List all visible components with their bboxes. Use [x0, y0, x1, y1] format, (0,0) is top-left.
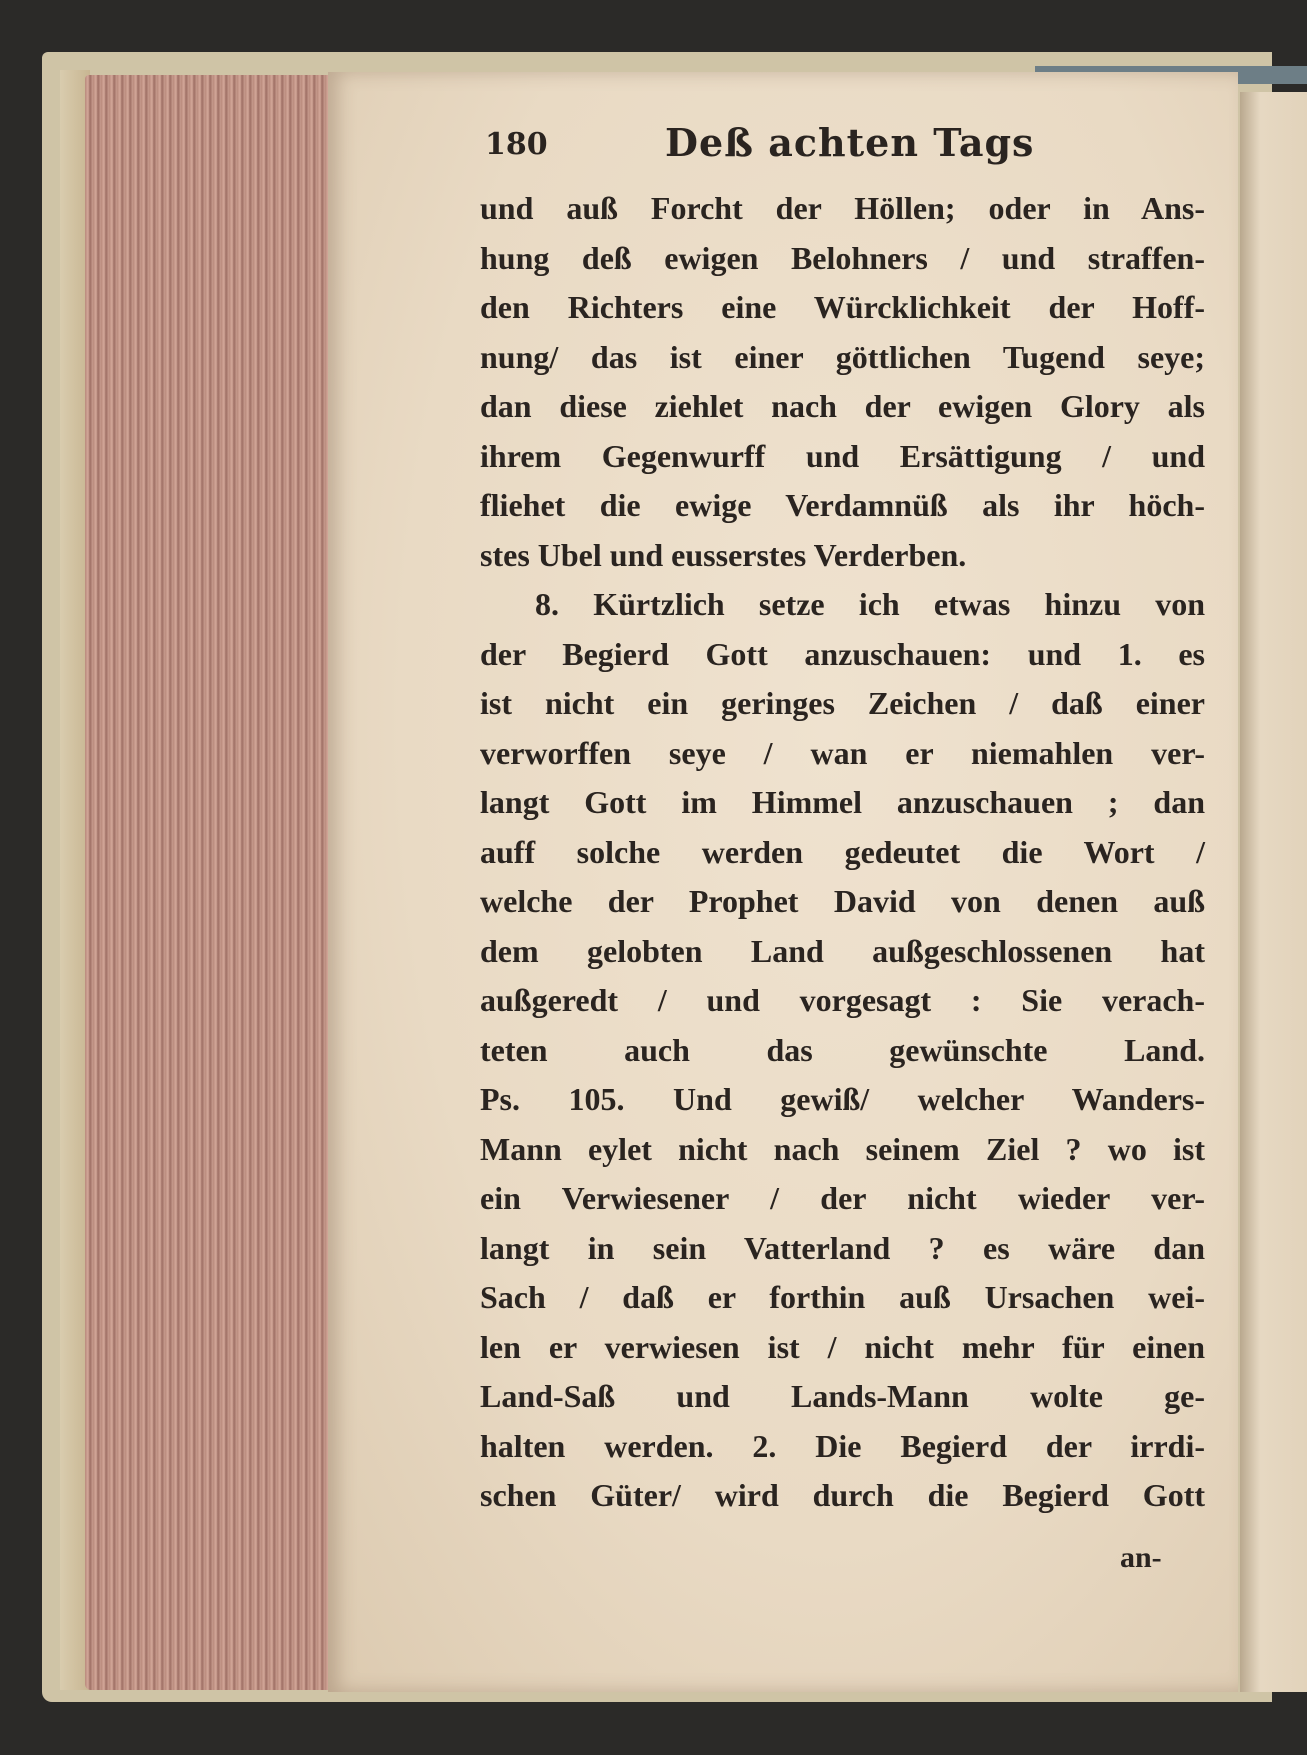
- page-block-edge: [85, 75, 335, 1690]
- text-line: fliehet die ewige Verdamnüß als ihr höch-: [480, 487, 1205, 523]
- text-line: stes Ubel und eusserstes Verderben.: [480, 536, 967, 573]
- text-line: halten werden. 2. Die Begierd der irrdi-: [480, 1427, 1205, 1464]
- catchword: an-: [1120, 1541, 1162, 1574]
- running-head: Deß achten Tags: [665, 120, 1035, 165]
- text-line: ihrem Gegenwurff und Ersättigung / und: [480, 437, 1205, 474]
- text-line: dem gelobten Land außgeschlossenen hat: [480, 932, 1205, 969]
- facing-page-edge: [1240, 92, 1307, 1692]
- text-line: auff solche werden gedeutet die Wort /: [480, 833, 1205, 870]
- text-line: 8. Kürtzlich setze ich etwas hinzu von: [535, 586, 1205, 622]
- text-line: langt Gott im Himmel anzuschauen ; dan: [480, 784, 1205, 820]
- text-line: dan diese ziehlet nach der ewigen Glory als: [480, 388, 1205, 424]
- text-line: ein Verwiesener / der nicht wieder ver-: [480, 1180, 1205, 1216]
- page-header: [485, 120, 1035, 170]
- text-line: schen Güter/ wird durch die Begierd Gott: [480, 1477, 1205, 1513]
- text-line: Land-Saß und Lands-Mann wolte ge-: [480, 1378, 1205, 1414]
- page-number: 180: [485, 127, 548, 162]
- text-line: len er verwiesen ist / nicht mehr für einen: [480, 1328, 1205, 1365]
- text-line: teten auch das gewünschte Land.: [480, 1031, 1205, 1068]
- text-line: welche der Prophet David von denen auß: [480, 883, 1205, 919]
- text-line: und auß Forcht der Höllen; oder in Ans-: [480, 190, 1205, 226]
- text-line: Sach / daß er forthin auß Ursachen wei-: [480, 1279, 1205, 1315]
- text-line: Mann eylet nicht nach seinem Ziel ? wo ist: [480, 1130, 1205, 1167]
- body-text: [480, 184, 1205, 1521]
- text-line: ist nicht ein geringes Zeichen / daß einer: [480, 685, 1205, 721]
- text-line: verworffen seye / wan er niemahlen ver-: [480, 734, 1205, 771]
- text-line: hung deß ewigen Belohners / und straffen-: [480, 239, 1205, 276]
- text-line: nung/ das ist einer göttlichen Tugend seye;: [480, 338, 1205, 375]
- text-line: außgeredt / und vorgesagt : Sie verach-: [480, 982, 1205, 1018]
- text-line: der Begierd Gott anzuschauen: und 1. es: [480, 635, 1205, 672]
- text-line: den Richters eine Würcklichkeit der Hoff-: [480, 289, 1205, 325]
- text-line: langt in sein Vatterland ? es wäre dan: [480, 1229, 1205, 1266]
- text-line: Ps. 105. Und gewiß/ welcher Wanders-: [480, 1081, 1205, 1117]
